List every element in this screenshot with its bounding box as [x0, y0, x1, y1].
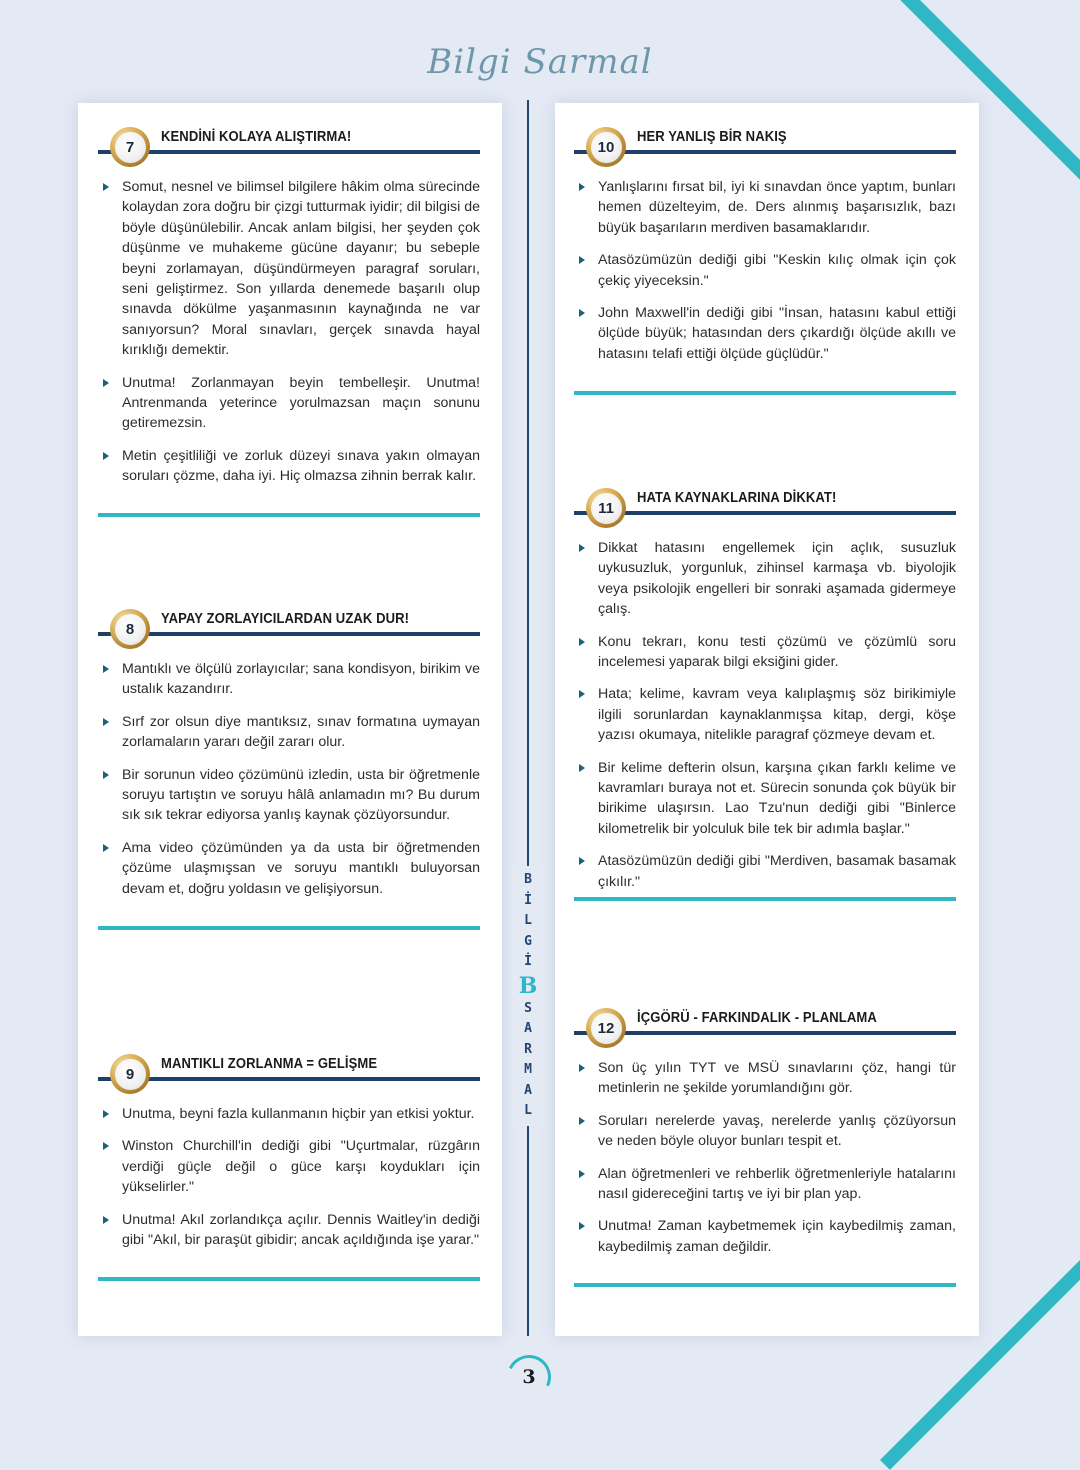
bullet-arrow-icon: [579, 309, 585, 317]
brand-script-title: Bilgi Sarmal: [427, 42, 653, 82]
bullet-arrow-icon: [103, 771, 109, 779]
bullet-list: [574, 538, 956, 892]
list-item: Ama video çözümünden ya da usta bir öğretmenden çözüme ulaşmışsan ve soruyu mantıklı buluyorsan devam et, doğru yoldasın ve gelişiyorsun.: [98, 838, 480, 899]
header-rule: [98, 1077, 480, 1081]
list-item: John Maxwell'in dediği gibi "İnsan, hatasını kabul ettiği ölçüde büyük; hatasından ders çıkardığı ölçüde akıllı ve hatasını telafi ettiği ölçüde güçlüdür.": [574, 303, 956, 364]
section-end-rule: [574, 1283, 956, 1287]
list-item: Atasözümüzün dediği gibi "Keskin kılıç olmak için çok çekiç yiyeceksin.": [574, 250, 956, 291]
section-11: [574, 484, 956, 904]
bullet-arrow-icon: [103, 1216, 109, 1224]
bullet-arrow-icon: [103, 379, 109, 387]
section-header: [98, 123, 480, 159]
list-item: Alan öğretmenleri ve rehberlik öğretmenleriyle hatalarını nasıl gidereceğini tartış ve iyi bir plan yap.: [574, 1164, 956, 1205]
brand-letter: G: [524, 933, 532, 949]
list-item: Bir sorunun video çözümünü izledin, usta bir öğretmenle soruyu tartıştın ve soruyu hâlâ anlamadın mı? Bu durum sık sık tekrar ediyorsa yanlış kaynak çözüyorsundur.: [98, 765, 480, 826]
section-header: [574, 1004, 956, 1040]
list-item: Winston Churchill'in dediği gibi "Uçurtmalar, rüzgârın verdiği güçle değil o güce karşı koydukları için yükselirler.": [98, 1136, 480, 1197]
bullet-arrow-icon: [103, 1142, 109, 1150]
list-item: Hata; kelime, kavram veya kalıplaşmış söz birikimiyle ilgili sorunlardan kaynaklanmışsa kitap, dergi, köşe yazısı okumaya, nitelikle paragraf çözmeye devam et.: [574, 684, 956, 745]
center-divider: [527, 100, 529, 1336]
section-10: [574, 123, 956, 376]
bullet-list: [98, 177, 480, 487]
section-title: YAPAY ZORLAYICILARDAN UZAK DUR!: [161, 611, 410, 627]
section-end-rule: [98, 1277, 480, 1281]
number-badge: 11: [586, 488, 626, 528]
section-title: HATA KAYNAKLARINA DİKKAT!: [637, 490, 837, 506]
bullet-arrow-icon: [579, 544, 585, 552]
header-rule: [98, 632, 480, 636]
list-item: Metin çeşitliliği ve zorluk düzeyi sınava yakın olmayan soruları çözme, daha iyi. Hiç olmazsa zihnin berrak kalır.: [98, 446, 480, 487]
brand-logo-icon: B: [518, 972, 538, 999]
section-8: [98, 605, 480, 911]
section-title: İÇGÖRÜ - FARKINDALIK - PLANLAMA: [637, 1010, 877, 1026]
section-end-rule: [574, 897, 956, 901]
bullet-arrow-icon: [579, 1064, 585, 1072]
header-rule: [574, 1031, 956, 1035]
section-end-rule: [98, 926, 480, 930]
list-item: Sırf zor olsun diye mantıksız, sınav formatına uymayan zorlamaların yararı değil zararı olur.: [98, 712, 480, 753]
list-item: Konu tekrarı, konu testi çözümü ve çözümlü soru incelemesi yaparak bilgi eksiğini gider.: [574, 632, 956, 673]
bullet-arrow-icon: [579, 256, 585, 264]
bullet-arrow-icon: [579, 1117, 585, 1125]
list-item: Unutma! Akıl zorlandıkça açılır. Dennis Waitley'in dediği gibi "Akıl, bir paraşüt gibidir; ancak açıldığında işe yarar.": [98, 1210, 480, 1251]
bullet-list: [98, 659, 480, 899]
brand-letter: R: [524, 1041, 532, 1057]
section-9: [98, 1050, 480, 1262]
brand-letter: B: [524, 872, 532, 887]
section-title: MANTIKLI ZORLANMA = GELİŞME: [161, 1056, 378, 1072]
header-rule: [98, 150, 480, 154]
section-header: [98, 1050, 480, 1086]
bullet-arrow-icon: [579, 1170, 585, 1178]
list-item: Yanlışlarını fırsat bil, iyi ki sınavdan önce yaptım, bunları hemen düzelteyim, de. Ders alınmış başarısızlık, bazı büyük başarıların merdiven basamaklarıdır.: [574, 177, 956, 238]
list-item: Son üç yılın TYT ve MSÜ sınavlarını çöz, hangi tür metinlerin ne şekilde yorumlandığını gör.: [574, 1058, 956, 1099]
brand-letter: İ: [524, 892, 532, 908]
number-badge: 8: [110, 609, 150, 649]
header-rule: [574, 150, 956, 154]
number-badge: 12: [586, 1008, 626, 1048]
section-end-rule: [574, 391, 956, 395]
list-item: Soruları nerelerde yavaş, nerelerde yanlış çözüyorsun ve neden böyle oluyor bunları tespit et.: [574, 1111, 956, 1152]
vertical-brand: [512, 866, 544, 1126]
bullet-arrow-icon: [579, 638, 585, 646]
bullet-list: [98, 1104, 480, 1250]
brand-letter: İ: [524, 954, 532, 969]
brand-letter: L: [524, 913, 532, 928]
number-badge: 9: [110, 1054, 150, 1094]
bullet-list: [574, 1058, 956, 1257]
bullet-arrow-icon: [103, 452, 109, 460]
section-title: KENDİNİ KOLAYA ALIŞTIRMA!: [161, 129, 352, 145]
bullet-list: [574, 177, 956, 364]
bullet-arrow-icon: [579, 1222, 585, 1230]
bullet-arrow-icon: [579, 857, 585, 865]
header-rule: [574, 511, 956, 515]
bullet-arrow-icon: [579, 183, 585, 191]
bullet-arrow-icon: [103, 844, 109, 852]
bullet-arrow-icon: [103, 665, 109, 673]
section-end-rule: [98, 513, 480, 517]
list-item: Unutma, beyni fazla kullanmanın hiçbir yan etkisi yoktur.: [98, 1104, 480, 1124]
section-header: [574, 123, 956, 159]
brand-letter: A: [524, 1021, 532, 1036]
bullet-arrow-icon: [579, 764, 585, 772]
list-item: Unutma! Zaman kaybetmemek için kaybedilmiş zaman, kaybedilmiş zaman değildir.: [574, 1216, 956, 1257]
section-12: [574, 1004, 956, 1269]
bullet-arrow-icon: [579, 690, 585, 698]
section-title: HER YANLIŞ BİR NAKIŞ: [637, 129, 787, 145]
page-number: 3: [507, 1355, 551, 1399]
brand-letter: L: [524, 1103, 532, 1118]
brand-letter: A: [524, 1082, 532, 1098]
bullet-arrow-icon: [103, 1110, 109, 1118]
list-item: Bir kelime defterin olsun, karşına çıkan farklı kelime ve kavramları buraya not et. Sürecin sonunda çok büyük bir birikime ulaşırsın. Lao Tzu'nun dediği gibi "Binlerce kilometrelik bir yolculuk bile tek bir adımla başlar.": [574, 758, 956, 840]
brand-letter: S: [524, 1000, 532, 1016]
list-item: Atasözümüzün dediği gibi "Merdiven, basamak basamak çıkılır.": [574, 851, 956, 892]
list-item: Mantıklı ve ölçülü zorlayıcılar; sana kondisyon, birikim ve ustalık kazandırır.: [98, 659, 480, 700]
brand-letter: M: [524, 1062, 532, 1077]
list-item: Somut, nesnel ve bilimsel bilgilere hâkim olma sürecinde kolaydan zora doğru bir çizgi tutturmak iyidir; dil bilgisi de böyle düşünülebilir. Ancak anlam bilgisi, her şeyden çok düşünme ve muhakeme gücüne dayanır; bu sebeple beyni zorlamayan, düşündürmeyen paragraf soruları, seni geliştirmez. Son yıllarda denemede başarılı olup sınavda dökülme yaşanmasının kaynağında ne var sanıyorsun? Moral sınavları, gerçek sınavda hayal kırıklığı demektir.: [98, 177, 480, 361]
number-badge: 10: [586, 127, 626, 167]
number-badge: 7: [110, 127, 150, 167]
list-item: Unutma! Zorlanmayan beyin tembelleşir. Unutma! Antrenmanda yeterince yorulmazsan maçın sonunu getiremezsin.: [98, 373, 480, 434]
bullet-arrow-icon: [103, 183, 109, 191]
list-item: Dikkat hatasını engellemek için açlık, susuzluk uykusuzluk, yorgunluk, zihinsel karmaşa vb. biyolojik veya psikolojik engelleri bir sonraki aşamada gidermeye çalış.: [574, 538, 956, 620]
bullet-arrow-icon: [103, 718, 109, 726]
section-7: [98, 123, 480, 499]
section-header: [574, 484, 956, 520]
section-header: [98, 605, 480, 641]
page-arc-icon: [501, 1349, 557, 1405]
